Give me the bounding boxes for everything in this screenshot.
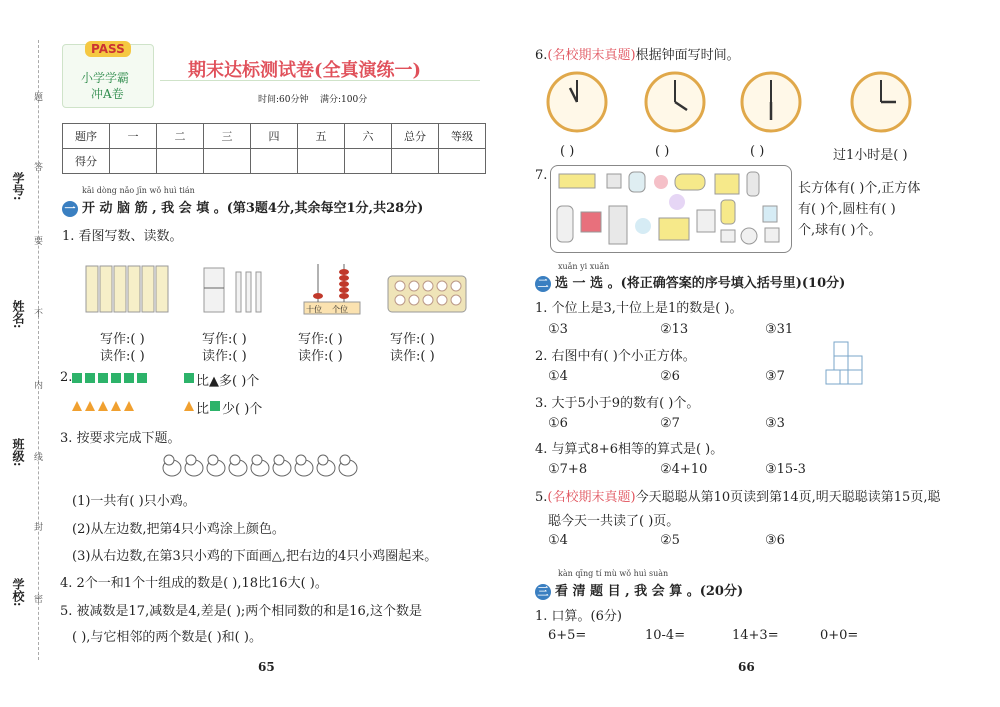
score-info: 满分:100分 <box>320 95 368 105</box>
table-cell: 三 <box>204 124 251 149</box>
section1-heading: 一 开 动 脑 筋 , 我 会 填 。(第3题4分,其余每空1分,共28分) <box>62 197 423 217</box>
title-bar <box>160 52 480 81</box>
table-cell: 等级 <box>439 124 486 149</box>
score-table <box>62 123 486 174</box>
clock-icon <box>548 73 606 131</box>
orange-triangles-icon <box>72 400 142 412</box>
school-label: 学校: <box>11 578 25 607</box>
table-cell: 题序 <box>63 124 110 149</box>
write-blank[interactable]: 写作:( ) <box>202 332 247 347</box>
margin-mark: 封 <box>34 523 44 533</box>
score-input-cell[interactable] <box>392 149 439 174</box>
green-square-icon <box>184 372 196 384</box>
choice-option[interactable]: ②6 <box>660 369 680 384</box>
clock-icon <box>646 73 704 131</box>
arithmetic-expr[interactable]: 0+0= <box>820 628 859 643</box>
q2-compare-a[interactable]: 比▲多( )个 <box>196 374 260 389</box>
margin-mark: 题 <box>34 93 44 103</box>
clock-icon <box>742 73 800 131</box>
margin-mark: 答 <box>34 163 44 173</box>
score-input-cell[interactable] <box>110 149 157 174</box>
section3-heading: 三 看 清 题 目 , 我 会 算 。(20分) <box>535 580 743 600</box>
page-number-right: 66 <box>738 660 755 674</box>
orange-triangle-icon <box>184 400 196 412</box>
time-info: 时间:60分钟 <box>258 95 309 105</box>
choice-option[interactable]: ③31 <box>765 322 794 337</box>
table-row <box>63 124 486 149</box>
chicks-row-icon <box>160 452 380 480</box>
score-input-cell[interactable] <box>439 149 486 174</box>
table-cell: 四 <box>251 124 298 149</box>
question-1-1: 1. 看图写数、读数。 <box>62 229 183 244</box>
page-title: 期末达标测试卷(全真演练一) <box>188 60 422 81</box>
name-label: 姓名: <box>11 300 25 329</box>
exam-tag: (名校期末真题) <box>547 490 636 505</box>
choice-question[interactable]: 4. 与算式8+6相等的算式是( )。 <box>535 442 724 457</box>
read-blank[interactable]: 读作:( ) <box>298 349 343 364</box>
section2-heading: 二 选 一 选 。(将正确答案的序号填入括号里)(10分) <box>535 272 845 292</box>
green-square-icon <box>210 400 222 412</box>
choice-option[interactable]: ③15-3 <box>765 462 806 477</box>
solid-shapes-icon <box>551 166 791 252</box>
pass-logo: PASS <box>85 41 131 57</box>
clock-answer-blank[interactable]: ( ) <box>560 144 575 159</box>
margin-mark: 线 <box>34 453 44 463</box>
egg-tray-icon <box>388 276 466 312</box>
choice-option[interactable]: ②13 <box>660 322 689 337</box>
green-squares-icon <box>72 372 152 384</box>
choice-option[interactable]: ②4+10 <box>660 462 708 477</box>
score-input-cell[interactable] <box>204 149 251 174</box>
choice-option[interactable]: ③7 <box>765 369 785 384</box>
score-input-cell[interactable] <box>251 149 298 174</box>
abacus-ones-label: 个位 <box>332 305 348 314</box>
badge <box>62 44 154 108</box>
question-1-2: 2. <box>60 370 73 385</box>
sticks-bundle-icon <box>204 268 261 312</box>
q2-compare-b-blank[interactable]: 少( )个 <box>222 402 263 417</box>
q3-part3: (3)从右边数,在第3只小鸡的下面画△,把右边的4只小鸡圈起来。 <box>72 549 438 564</box>
score-input-cell[interactable] <box>298 149 345 174</box>
table-cell: 总分 <box>392 124 439 149</box>
choice-option[interactable]: ③6 <box>765 533 785 548</box>
question-1-5-cont[interactable]: ( ),与它相邻的两个数是( )和( )。 <box>72 630 262 645</box>
question-7: 7. <box>535 168 548 183</box>
choice-option[interactable]: ①7+8 <box>548 462 588 477</box>
q7-line2[interactable]: 有( )个,圆柱有( ) <box>798 202 896 217</box>
choice-option[interactable]: ①6 <box>548 416 568 431</box>
table-cell: 得分 <box>63 149 110 174</box>
clock-answer-blank[interactable]: ( ) <box>750 144 765 159</box>
clock-one-hour-later[interactable]: 过1小时是( ) <box>833 148 908 163</box>
write-blank[interactable]: 写作:( ) <box>390 332 435 347</box>
binding-margin <box>0 0 48 707</box>
margin-mark: 要 <box>34 237 44 247</box>
table-row <box>63 149 486 174</box>
choice-option[interactable]: ③3 <box>765 416 785 431</box>
question-1-3: 3. 按要求完成下题。 <box>60 431 181 446</box>
choice-option[interactable]: ②7 <box>660 416 680 431</box>
margin-mark: 不 <box>34 309 44 319</box>
student-id-label: 学号: <box>11 172 25 201</box>
write-blank[interactable]: 写作:( ) <box>100 332 145 347</box>
question-1-5[interactable]: 5. 被减数是17,减数是4,差是( );两个相同数的和是16,这个数是 <box>60 604 422 619</box>
choice-question[interactable]: 3. 大于5小于9的数有( )个。 <box>535 396 700 411</box>
read-blank[interactable]: 读作:( ) <box>202 349 247 364</box>
section-number-icon: 二 <box>535 276 551 292</box>
table-cell: 一 <box>110 124 157 149</box>
q2-compare-b: 比 <box>196 402 210 417</box>
section-number-icon: 三 <box>535 584 551 600</box>
question-1-4[interactable]: 4. 2个一和1个十组成的数是( ),18比16大( )。 <box>60 576 328 591</box>
badge-line2: 冲A卷 <box>91 87 124 101</box>
table-cell: 二 <box>157 124 204 149</box>
bottles-icon <box>86 266 168 312</box>
score-input-cell[interactable] <box>345 149 392 174</box>
read-blank[interactable]: 读作:( ) <box>390 349 435 364</box>
section2-pinyin: xuǎn yi xuǎn <box>558 262 610 271</box>
q7-line1[interactable]: 长方体有( )个,正方体 <box>798 181 921 196</box>
counting-pictures <box>82 258 482 320</box>
question-6: 6.(名校期末真题)根据钟面写时间。 <box>535 48 740 63</box>
clock-answer-blank[interactable]: ( ) <box>655 144 670 159</box>
page-number-left: 65 <box>258 660 275 674</box>
choice-question[interactable]: 2. 右图中有( )个小正方体。 <box>535 349 696 364</box>
choice-option[interactable]: ①4 <box>548 369 568 384</box>
arithmetic-expr[interactable]: 6+5= <box>548 628 587 643</box>
exam-tag: (名校期末真题) <box>547 48 636 63</box>
q3-part1[interactable]: (1)一共有( )只小鸡。 <box>72 494 196 509</box>
arithmetic-expr[interactable]: 14+3= <box>732 628 779 643</box>
table-cell: 五 <box>298 124 345 149</box>
choice-question-5[interactable]: 5.(名校期末真题)今天聪聪从第10页读到第14页,明天聪聪读第15页,聪 <box>535 490 941 505</box>
choice-option[interactable]: ①4 <box>548 533 568 548</box>
choice-option[interactable]: ②5 <box>660 533 680 548</box>
choice-question-5-cont[interactable]: 聪今天一共读了( )页。 <box>548 514 680 529</box>
write-blank[interactable]: 写作:( ) <box>298 332 343 347</box>
section1-pinyin: kāi dòng nǎo jīn wǒ huì tián <box>82 186 195 195</box>
section-number-icon: 一 <box>62 201 78 217</box>
question-3-1: 1. 口算。(6分) <box>535 609 622 624</box>
class-label: 班级: <box>11 438 25 467</box>
margin-mark: 内 <box>34 381 44 391</box>
margin-mark: 密 <box>34 595 44 605</box>
q3-part2: (2)从左边数,把第4只小鸡涂上颜色。 <box>72 522 285 537</box>
arithmetic-expr[interactable]: 10-4= <box>645 628 686 643</box>
section3-pinyin: kàn qīng tí mù wǒ huì suàn <box>558 569 669 578</box>
score-input-cell[interactable] <box>157 149 204 174</box>
choice-option[interactable]: ①3 <box>548 322 568 337</box>
read-blank[interactable]: 读作:( ) <box>100 349 145 364</box>
shapes-box <box>550 165 792 253</box>
q7-line3[interactable]: 个,球有( )个。 <box>798 223 882 238</box>
badge-line1: 小学学霸 <box>81 71 130 85</box>
clocks <box>545 70 925 134</box>
cube-stack-icon <box>822 338 866 388</box>
choice-question[interactable]: 1. 个位上是3,十位上是1的数是( )。 <box>535 301 743 316</box>
abacus-tens-label: 十位 <box>306 305 322 314</box>
clock-icon <box>852 73 910 131</box>
table-cell: 六 <box>345 124 392 149</box>
